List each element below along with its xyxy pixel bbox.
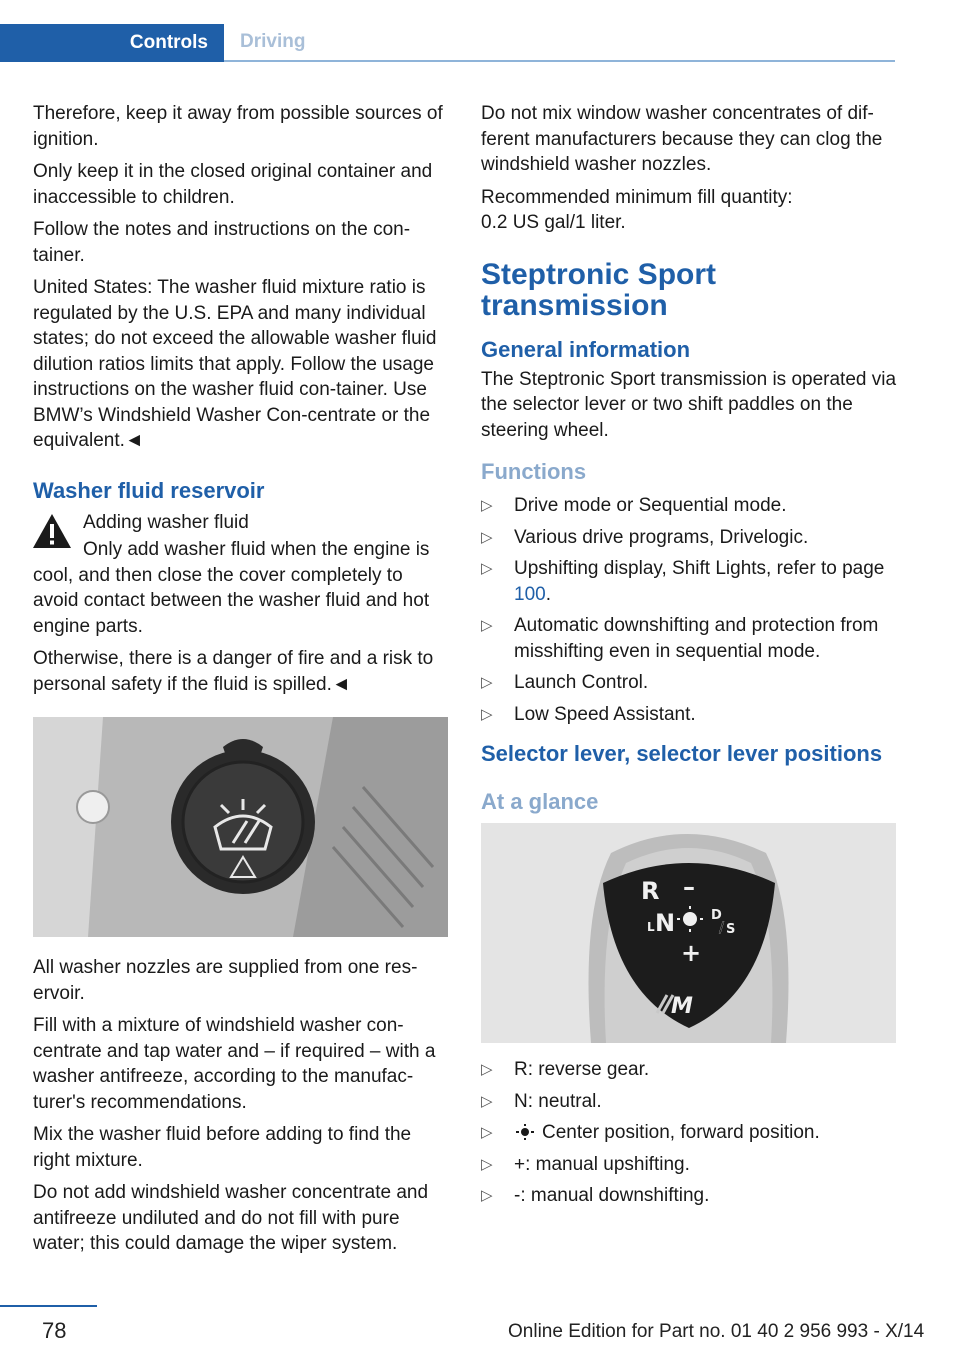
paragraph: Only keep it in the closed original container and inaccessible to children. (33, 161, 433, 208)
footer-rule (0, 1305, 97, 1307)
functions-list (481, 493, 897, 727)
heading-steptronic-sport-transmission: Steptronic Sport transmission (481, 257, 717, 322)
center-position-icon (514, 1124, 536, 1140)
warning-text: Only add washer fluid when the engine is cool, and then close the cover completely to avoid contact between the washer fluid and hot engine parts. (33, 539, 430, 637)
bullet-arrow-icon: ▷ (481, 1092, 493, 1110)
right-column (481, 101, 897, 1219)
list-item: ▷ Drive mode or Sequential mode. (481, 493, 897, 519)
list-item: ▷ -: manual downshifting. (481, 1183, 897, 1209)
paragraph: The Steptronic Sport transmission is operated via the selector lever or two shift paddles on the steering wheel. (481, 368, 897, 441)
lever-label-n: N (655, 909, 676, 937)
bullet-arrow-icon: ▷ (481, 497, 493, 514)
positions-list (481, 1057, 897, 1209)
m-logo: M (671, 994, 693, 1019)
svg-text:/: / (719, 920, 725, 936)
paragraph: Recommended minimum fill quantity: 0.2 US gal/1 liter. (481, 186, 793, 233)
lever-label-d: D (711, 908, 722, 923)
bullet-arrow-icon: ▷ (481, 705, 493, 723)
header-rule (224, 60, 895, 62)
list-item: ▷ Low Speed Assistant. (481, 702, 897, 728)
list-item: ▷ N: neutral. (481, 1089, 897, 1115)
bullet-arrow-icon: ▷ (481, 674, 493, 691)
paragraph: Follow the notes and instructions on the con-tainer. (33, 219, 411, 266)
list-item: ▷ +: manual upshifting. (481, 1152, 897, 1178)
lever-label-r: R (641, 877, 660, 905)
heading-at-a-glance: At a glance (481, 789, 599, 814)
bullet-arrow-icon: ▷ (481, 1061, 493, 1078)
page-number: 78 (42, 1318, 67, 1343)
warning-triangle-icon (32, 513, 72, 549)
left-column (33, 101, 449, 1264)
selector-lever-photo (481, 823, 896, 1043)
lever-label-minus: – (683, 873, 695, 901)
list-item: ▷ Upshifting display, Shift Lights, refer to page 100. (481, 558, 885, 605)
warning-block (33, 510, 449, 640)
edition-note: Online Edition for Part no. 01 40 2 956 993 - X/14 (508, 1321, 925, 1342)
tab-driving[interactable]: Driving (240, 31, 306, 52)
header-tabs (0, 24, 895, 62)
lever-label-l: L (647, 920, 655, 934)
paragraph: Otherwise, there is a danger of fire and a risk to personal safety if the fluid is spilled.◄ (33, 648, 434, 695)
heading-washer-fluid-reservoir: Washer fluid reservoir (33, 477, 265, 503)
bullet-arrow-icon: ▷ (481, 1155, 493, 1173)
bullet-arrow-icon: ▷ (481, 617, 493, 634)
paragraph: Therefore, keep it away from possible sources of ignition. (33, 103, 443, 150)
washer-reservoir-photo (33, 717, 448, 937)
heading-general-information: General information (481, 336, 691, 362)
lever-label-s: S (726, 922, 736, 937)
page-link-100[interactable]: 100 (514, 583, 546, 605)
paragraph: Fill with a mixture of windshield washer con-centrate and tap water and – if required – with a washer antifreeze, according to the manufac-turer's recommendations. (33, 1015, 436, 1113)
paragraph: Do not mix window washer concentrates of dif-ferent manufacturers because they can clog the windshield washer nozzles. (481, 103, 883, 175)
heading-selector-lever: Selector lever, selector lever positions (481, 741, 883, 766)
bullet-arrow-icon: ▷ (481, 560, 493, 577)
bullet-arrow-icon: ▷ (481, 528, 493, 546)
list-item: ▷ Various drive programs, Drivelogic. (481, 525, 897, 551)
lever-label-plus: + (681, 939, 702, 967)
paragraph: United States: The washer fluid mixture ratio is regulated by the U.S. EPA and many individual states; do not exceed the allowable washer fluid dilution ratios limits that apply. Follow the usage instructions on the washer fluid con-tainer. Use BMW’s Windshield Washer Con-centrate or the equivalent.◄ (33, 277, 437, 451)
list-item: ▷ Center position, forward position. (481, 1120, 897, 1146)
list-item: ▷ R: reverse gear. (481, 1057, 897, 1083)
list-item: ▷ Launch Control. (481, 670, 897, 696)
warning-title: Adding washer fluid (83, 511, 249, 533)
list-item: ▷ Automatic downshifting and protection from misshifting even in sequential mode. (481, 615, 879, 662)
paragraph: All washer nozzles are supplied from one res-ervoir. (33, 957, 418, 1004)
bullet-arrow-icon: ▷ (481, 1187, 493, 1204)
bullet-arrow-icon: ▷ (481, 1124, 493, 1141)
heading-functions: Functions (481, 459, 587, 484)
tab-controls[interactable]: Controls (0, 24, 224, 62)
paragraph: Mix the washer fluid before adding to find the right mixture. (33, 1124, 412, 1171)
paragraph: Do not add windshield washer concentrate and antifreeze undiluted and do not fill with pure water; this could damage the wiper system. (33, 1182, 429, 1254)
